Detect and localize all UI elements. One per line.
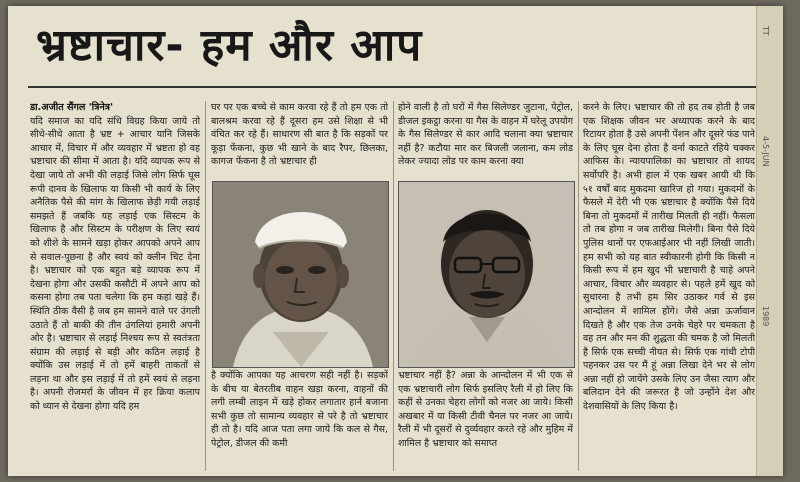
edge-label: 4-5-JUN (761, 136, 770, 167)
column-divider (393, 101, 394, 471)
column-2-top-text: घर पर एक बच्चे से काम करवा रहे हैं तो हम एक तो बालश्रम करवा रहे हैं दूसरा हम उसे शिक्षा से भी वंचित कर रहे हैं। साधारण सी बात है कि सड़कों पर कूड़ा फेंकना, कुछ भी खाने के बाद रैपर, छिलका, कागज फेंकना है तो भ्रष्टाचार ही (211, 102, 388, 168)
edge-label: 1989 (761, 306, 770, 327)
photo-anna-hazare (212, 181, 389, 368)
byline: डा.अजीत सैंगल 'त्रिनेत्र' (30, 102, 114, 113)
column-3-top-text: होने वाली है तो घरों में गैस सिलेण्डर जुटाना, पेट्रोल, डीजल इकट्ठा करना या गैस के वाहन में घरेलू उपयोग के गैस सिलेण्डर से कार आदि चलाना क्या भ्रष्टाचार नहीं है? कटौया मार कर बिजली जलाना, कम लोड लेकर ज्यादा लोड पर काम करना क्या (398, 102, 573, 168)
column-divider (205, 101, 206, 471)
column-2-bottom-text: है क्योंकि आपका यह आचरण सही नहीं है। सड़कों के बीच या बेतरतीब वाहन खड़ा करना, वाहनों की लगी लम्बी लाइन में खड़े होकर लगातार हार्न बजाना सभी कुछ तो सामान्य व्यवहार से परे है तो भ्रष्टाचार ही तो है। यदि आज पता लगा जाये कि कल से गैस, पेट्रोल, डीजल की कमी (211, 370, 388, 449)
edge-label: TT (761, 26, 770, 36)
column-3-bottom-text: भ्रष्टाचार नहीं है? अन्ना के आन्दोलन में भी एक से एक भ्रष्टाचारी लोग सिर्फ इसलिए रैली में हो लिए कि कहीं से उनका चेहरा लोगों को नजर आ जाये। किसी अखबार में या किसी टीवी चैनल पर नजर आ जाये। रैली में भी दूसरों से दुर्व्यवहार करते रहे और मुहिम में शामिल है भ्रष्टाचार को समाप्त (398, 370, 573, 449)
column-divider (578, 101, 579, 471)
article-column-2-bottom (211, 369, 388, 473)
article-column-3-top (398, 101, 573, 176)
portrait-man-gandhi-cap-image (213, 182, 388, 367)
clipping-edge-strip (756, 6, 783, 476)
headline: भ्रष्टाचार- हम और आप (36, 20, 423, 71)
portrait-man-moustache-image (399, 182, 574, 367)
article-column-1 (30, 101, 200, 471)
column-1-text: यदि समाज का यदि संधि विग्रह किया जाये तो सीधे-सीधे आता है भ्रष्ट + आचार यानि जिसके आचार में, विचार में और व्यवहार में भ्रष्टता हो वह भ्रष्टाचार की सीमा में आता है। यदि व्यापक रूप से देखा जाये तो अभी की लड़ाई जिसे लोग सिर्फ घूस रूपी दानव के खिलाफ या किसी भी कार्य के लिए अनैतिक पैसे की मांग के खिलाफ छेड़ी गयी लड़ाई समझते हैं जबकि यह लड़ाई एक सिस्टम के खिलाफ है और सिस्टम के परीक्षण के लिए स्वयं को शीशे के सामने खड़ा होकर आपको अपने आप से सवाल-पूछना है और स्वयं को क्लीन चिट देना है। भ्रष्टाचार को एक बहुत बड़े व्यापक रूप में देखना होगा और उसकी कसौटी में अपने आप को कसना होगा तब पता चलेगा कि हम कहां खड़े हैं। स्थिति ठीक वैसी है जब हम सामने वाले पर उंगली उठाते हैं तो बाकी की तीन उंगलियां हमारी अपनी ओर है। भ्रष्टाचार से लड़ाई निश्चय रूप से स्वतंत्रता संग्राम की लड़ाई से बड़ी और कठिन लड़ाई है क्योंकि उस लड़ाई में तो हमें बाहरी ताकतों से लड़ना था और इस लड़ाई में तो हमें स्वयं से लड़ना है। अपनी रोजमर्रा के जीवन में हर क्रिया कलाप को ध्यान से देखना होगा यदि हम (30, 115, 200, 413)
photo-arvind-kejriwal (398, 181, 575, 368)
article-column-4 (583, 101, 755, 471)
newspaper-clipping (8, 6, 783, 476)
article-column-3-bottom (398, 369, 573, 473)
headline-rule (28, 86, 763, 88)
column-4-text: करने के लिए। भ्रष्टाचार की तो हद तब होती है जब एक शिक्षक जीवन भर अध्यापक करने के बाद रिटायर होता है उसे अपनी पेंशन और दूसरे फंड पाने के लिए घूस देना होता है वर्ना काटते रहिये चक्कर आफिस के। न्यायपालिका का भ्रष्टाचार तो शायद सर्वोपरि है। अभी हाल में एक खबर आयी थी कि ५१ वर्षों बाद मुकदमा खारिज हो गया। मुकदमों के फैसले में देरी भी एक भ्रष्टाचार है क्योंकि पैसे दिये बिना तो मुकदमों में तारीख मिलती ही नहीं। फैसला तो तब होगा न जब तारीख मिलेगी। बिना पैसे दिये पुलिस थानों पर एफआईआर भी नहीं लिखी जाती। हम सभी को यह बात स्वीकारनी होगी कि किसी न किसी रूप में हम खुद भी भ्रष्टाचारी है चाहे अपने आचार, विचार और व्यवहार से। पहले हमें खुद को सुधारना है तभी हम सिर उठाकर गर्व से इस आन्दोलन में शामिल होंगे। जैसे अन्ना ऊर्जावान दिखते है और एक तेज उनके चेहरे पर चमकता है वह तन और मन की शुद्धता की चमक है जो मिलती है सिर्फ एक सच्ची नीयत से। सिर्फ एक गांधी टोपी पहनकर उस पर मैं हूं अन्ना लिखा देने भर से लोग अन्ना नहीं हो जायेंगे उसके लिए उन जैसा त्याग और बलिदान देने की जरूरत है जो उन्होंने देश और देशवासियों के लिए किया है। (583, 102, 755, 413)
article-column-2-top (211, 101, 388, 176)
